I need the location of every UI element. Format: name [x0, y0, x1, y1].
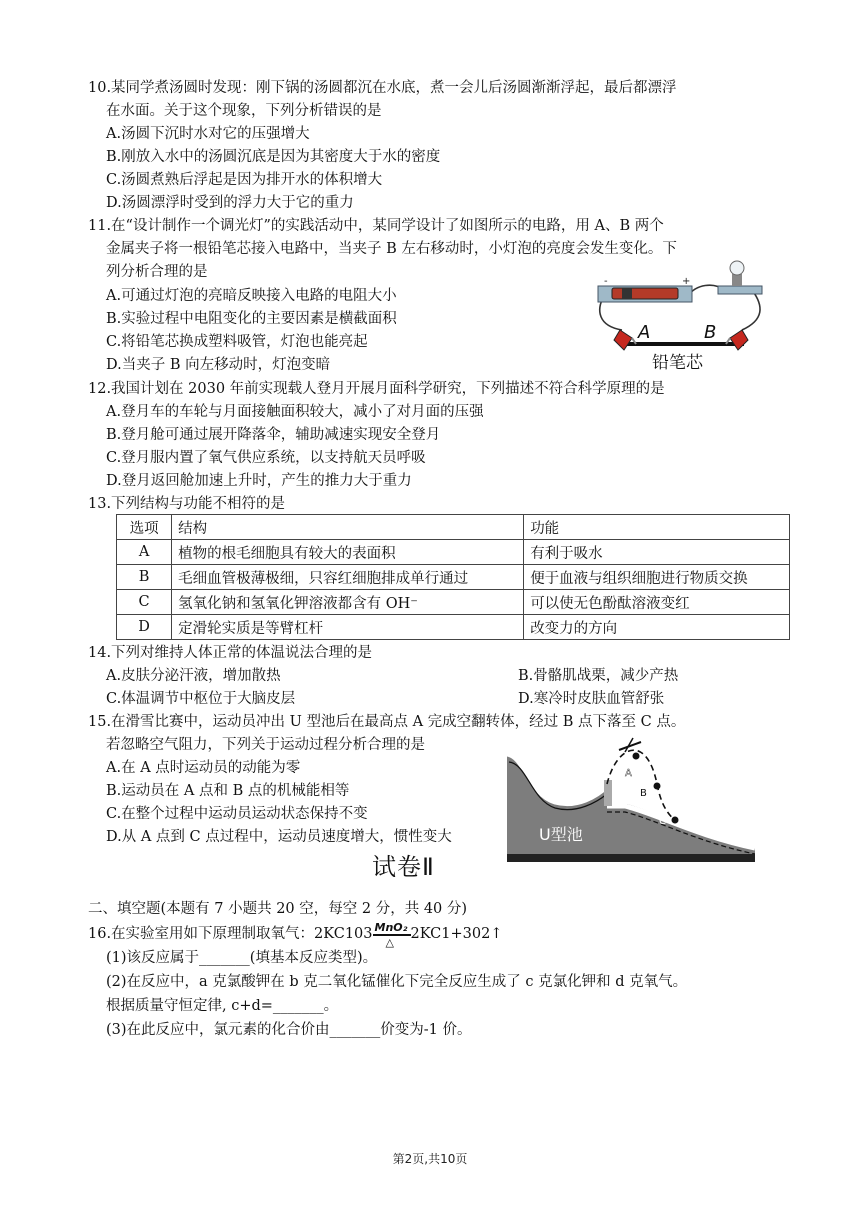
q12-option-b: B.登月舱可通过展开降落伞，辅助减速实现安全登月: [106, 427, 441, 443]
q11-stem-line1: 11.在“设计制作一个调光灯”的实践活动中，某同学设计了如图所示的电路，用 A、B 两个: [88, 218, 664, 234]
q15-option-c: C.在整个过程中运动员运动状态保持不变: [106, 806, 368, 822]
table-cell: 有利于吸水: [524, 540, 790, 565]
table-cell: C: [117, 590, 172, 615]
catalyst-label: MnO₂: [374, 921, 408, 934]
q11-option-d: D.当夹子 B 向左移动时，灯泡变暗: [106, 357, 331, 373]
q12-option-c: C.登月服内置了氧气供应系统，以支持航天员呼吸: [106, 450, 426, 466]
battery-icon: [612, 288, 678, 299]
table-header-row: [117, 515, 790, 540]
q11-option-b: B.实验过程中电阻变化的主要因素是横截面积: [106, 311, 397, 327]
q14-stem: 14.下列对维持人体正常的体温说法合理的是: [88, 645, 373, 661]
q15-option-a: A.在 A 点时运动员的动能为零: [106, 760, 301, 776]
heat-symbol: △: [385, 936, 394, 949]
table-cell: 定滑轮实质是等臂杠杆: [172, 615, 524, 640]
table-cell: 氢氧化钠和氢氧化钾溶液都含有 OH⁻: [172, 590, 524, 615]
q15-stem-line1: 15.在滑雪比赛中，运动员冲出 U 型池后在最高点 A 完成空翻转体，经过 B 点下落至 C 点。: [88, 714, 686, 730]
q16-stem: [88, 921, 503, 949]
q11-circuit-figure: [592, 260, 772, 376]
clip-a-label: A: [638, 322, 651, 343]
q11-option-a: A.可通过灯泡的亮暗反映接入电路的电阻大小: [106, 288, 397, 304]
table-row: [117, 615, 790, 640]
clip-b-label: B: [704, 322, 717, 343]
table-cell: 便于血液与组织细胞进行物质交换: [524, 565, 790, 590]
q16-part-2-line2: 根据质量守恒定律, c+d=_______。: [106, 998, 339, 1014]
table-header-cell: 功能: [524, 515, 790, 540]
bulb-base-icon: [718, 286, 762, 294]
table-cell: A: [117, 540, 172, 565]
table-cell: D: [117, 615, 172, 640]
q16-stem-prefix: 16.在实验室用如下原理制取氧气：2KC103: [88, 926, 373, 942]
q10-stem-line1: 10.某同学煮汤圆时发现：刚下锅的汤圆都沉在水底，煮一会儿后汤圆渐渐浮起，最后都漂浮: [88, 80, 677, 96]
q15-option-b: B.运动员在 A 点和 B 点的机械能相等: [106, 783, 350, 799]
page-footer: 第2页,共10页: [392, 1152, 468, 1166]
q10-option-c: C.汤圆煮熟后浮起是因为排开水的体积增大: [106, 172, 383, 188]
u-pool-label: U型池: [539, 825, 583, 844]
section-title: 试卷Ⅱ: [372, 853, 435, 881]
table-header-cell: 结构: [172, 515, 524, 540]
point-b-label: B: [640, 788, 647, 799]
table-cell: 可以使无色酚酞溶液变红: [524, 590, 790, 615]
q12-stem: 12.我国计划在 2030 年前实现载人登月开展月面科学研究，下列描述不符合科学原理的是: [88, 381, 665, 397]
q16-part-1: (1)该反应属于_______(填基本反应类型)。: [106, 950, 378, 966]
section-heading: 二、填空题(本题有 7 小题共 20 空，每空 2 分，共 40 分): [88, 901, 468, 917]
point-c-label: C: [659, 816, 666, 827]
table-row: [117, 540, 790, 565]
q10-option-d: D.汤圆漂浮时受到的浮力大于它的重力: [106, 195, 354, 211]
battery-plus-sign: +: [682, 276, 691, 287]
q14-option-c: C.体温调节中枢位于大脑皮层: [106, 691, 296, 707]
q14-option-a: A.皮肤分泌汗液，增加散热: [106, 668, 281, 684]
q15-u-pool-figure: [507, 734, 755, 862]
reaction-condition-arrow: [373, 921, 411, 949]
table-row: [117, 565, 790, 590]
clip-b-icon: [726, 330, 748, 350]
table-cell: B: [117, 565, 172, 590]
q11-stem-line2: 金属夹子将一根铅笔芯接入电路中，当夹子 B 左右移动时，小灯泡的亮度会发生变化。下: [106, 241, 677, 257]
table-cell: 改变力的方向: [524, 615, 790, 640]
q15-stem-line2: 若忽略空气阻力，下列关于运动过程分析合理的是: [106, 737, 425, 753]
q16-part-2-line1: (2)在反应中，a 克氯酸钾在 b 克二氧化锰催化下完全反应生成了 c 克氯化钾和 d 克氧气。: [106, 974, 688, 990]
q16-stem-suffix: 2KC1+302↑: [410, 926, 503, 942]
q10-option-a: A.汤圆下沉时水对它的压强增大: [106, 126, 310, 142]
light-bulb-icon: [730, 261, 744, 286]
table-cell: 毛细血管极薄极细，只容红细胞排成单行通过: [172, 565, 524, 590]
table-row: [117, 590, 790, 615]
table-cell: 植物的根毛细胞具有较大的表面积: [172, 540, 524, 565]
pencil-lead-caption: 铅笔芯: [652, 353, 703, 373]
q11-stem-line3: 列分析合理的是: [106, 264, 208, 280]
q11-option-c: C.将铅笔芯换成塑料吸管，灯泡也能亮起: [106, 334, 368, 350]
table-header-cell: 选项: [117, 515, 172, 540]
q12-option-d: D.登月返回舱加速上升时，产生的推力大于重力: [106, 473, 412, 489]
q10-option-b: B.刚放入水中的汤圆沉底是因为其密度大于水的密度: [106, 149, 441, 165]
q15-option-d: D.从 A 点到 C 点过程中，运动员速度增大，惯性变大: [106, 829, 452, 845]
q10-stem-line2: 在水面。关于这个现象，下列分析错误的是: [106, 103, 382, 119]
clip-a-icon: [614, 330, 636, 350]
q13-table: [116, 514, 790, 640]
point-a-label: A: [625, 768, 632, 779]
q12-option-a: A.登月车的车轮与月面接触面积较大，减小了对月面的压强: [106, 404, 484, 420]
battery-minus-sign: -: [604, 276, 608, 287]
q14-option-d: D.寒冷时皮肤血管舒张: [518, 691, 665, 707]
q16-part-3: (3)在此反应中，氯元素的化合价由_______价变为-1 价。: [106, 1022, 472, 1038]
q13-stem: 13.下列结构与功能不相符的是: [88, 496, 286, 512]
q14-option-b: B.骨骼肌战栗，减少产热: [518, 668, 679, 684]
